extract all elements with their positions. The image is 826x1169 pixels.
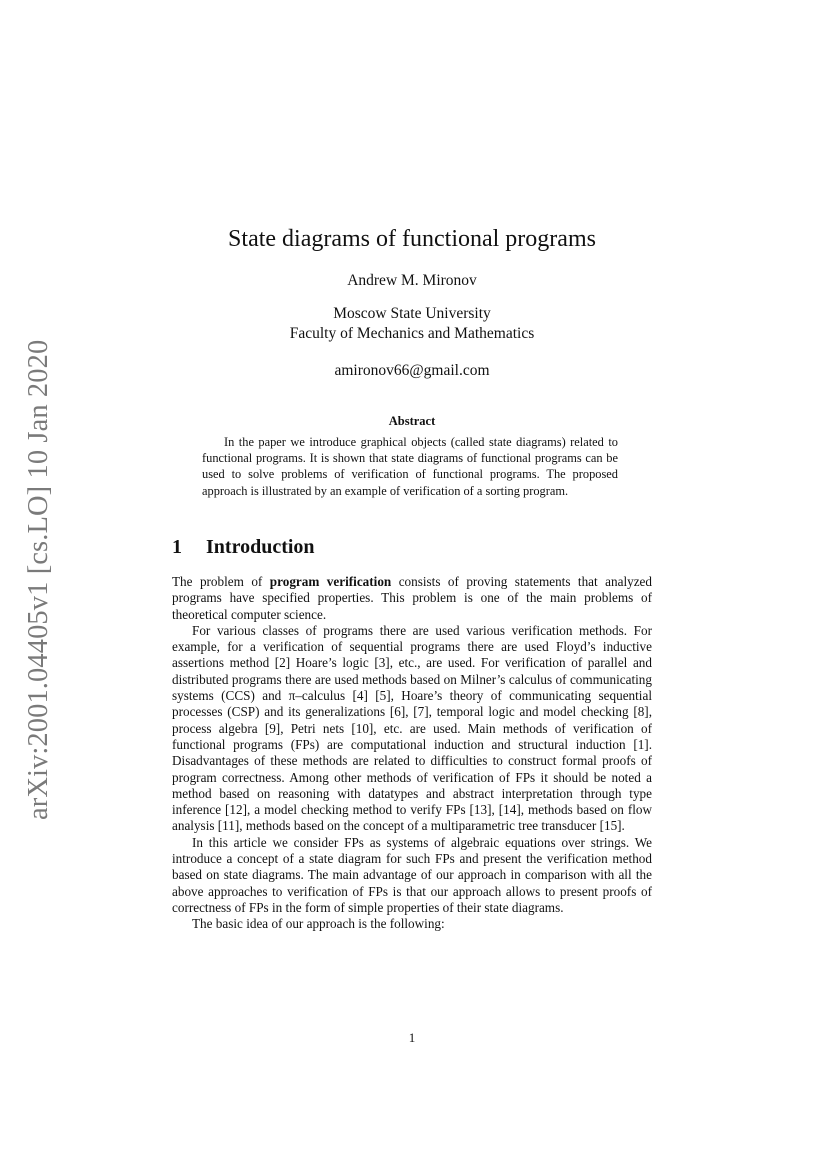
paragraph-3: In this article we consider FPs as systems of algebraic equations over strings. We introduce a concept of a state diagram for such FPs and present the verification method based on state diagrams. The main advantage of our approach in comparison with all the above approaches to verification of FPs is that our approach allows to present proofs of correctness of FPs in the form of simple properties of their state diagrams.	[172, 834, 652, 915]
paragraph-2: For various classes of programs there are used various verification methods. For example, for a verification of sequential programs there are used Floyd’s inductive assertions method [2] Hoare’s logic [3], etc., are used. For verification of parallel and distributed programs there are used methods based on Milner’s calculus of communicating systems (CCS) and π–calculus [4] [5], Hoare’s theory of communicating sequential processes (CSP) and its generalizations [6], [7], temporal logic and model checking [8], process algebra [9], Petri nets [10], etc. are used. Main methods of verification of functional programs (FPs) are computational induction and structural induction [1]. Disadvantages of these methods are related to difficulties to construct formal proofs of program correctness. Among other methods of verification of FPs it should be noted a method based on reasoning with datatypes and abstract interpretation through type inference [12], a model checking method to verify FPs [13], [14], methods based on flow analysis [11], methods based on the concept of a multiparametric tree transducer [15].	[172, 622, 652, 834]
paragraph-1	[172, 574, 652, 623]
section-title: Introduction	[206, 536, 315, 558]
affiliation-university: Moscow State University	[333, 305, 491, 322]
body-text	[172, 574, 652, 933]
arxiv-identifier: arXiv:2001.04405v1 [cs.LO] 10 Jan 2020	[23, 339, 54, 820]
affiliation-faculty: Faculty of Mechanics and Mathematics	[289, 325, 535, 342]
paragraph-4: The basic idea of our approach is the following:	[192, 916, 445, 932]
author-email: amironov66@gmail.com	[334, 362, 490, 379]
paper-title: State diagrams of functional programs	[228, 226, 596, 252]
section-number: 1	[172, 536, 182, 558]
abstract-heading: Abstract	[388, 414, 436, 428]
paragraph-1-start: The problem of	[172, 574, 270, 589]
page-number: 1	[408, 1030, 416, 1045]
author-name: Andrew M. Mironov	[347, 272, 477, 289]
section-heading	[172, 536, 652, 559]
abstract-text: In the paper we introduce graphical objects (called state diagrams) related to functional programs. It is shown that state diagrams of functional programs can be used to solve problems of verification of functional programs. The proposed approach is illustrated by an example of verification of a sorting program.	[202, 435, 618, 498]
paragraph-1-bold-term: program verification	[269, 574, 392, 589]
paragraph-1-end: consists of proving statements that analyzed programs have specified properties. This problem is one of the main problems of theoretical computer science.	[172, 574, 652, 622]
